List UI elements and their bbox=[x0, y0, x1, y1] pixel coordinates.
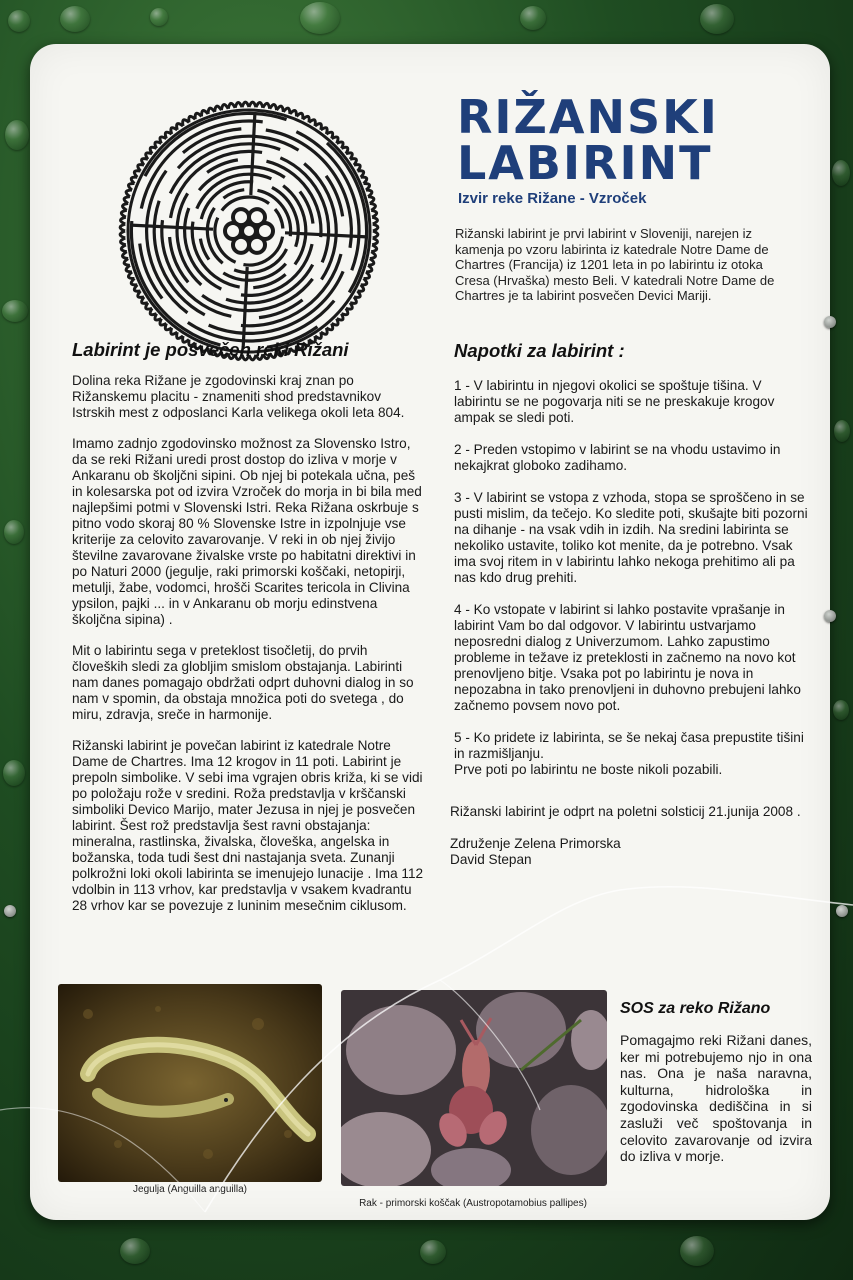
water-droplet bbox=[680, 1236, 714, 1266]
lunation bbox=[361, 278, 367, 284]
water-droplet bbox=[3, 760, 25, 786]
left-paragraph: Imamo zadnjo zgodovinsko možnost za Slovensko Istro, da se reki Rižani uredi prost dostop do izliva v morje v Ankaranu ob školjčni sipini. Ob njej bi potekala učna, peš in kolesarska pot od izvira Vzroček do morja in bi bila med najlepšimi potmi v Slovenski Istri. Reka Rižana oskrbuje s pitno vodo skoraj 80 % Slovenske Istre in izpolnjuje vse kriterije za celovito zavarovanje. V reki in ob njej živijo številne zavarovane živalske vrste po habitatni direktivi in po Naturi 2000 (jegulje, raki primorski koščaki, netopirji, metulji, žabe, vodomci, hrošči Scarites tericola in Clivina ypsilon, pajki ... in v Ankaranu ob morju edinstvena školjčna sipina) . bbox=[72, 436, 422, 627]
mounting-bolt bbox=[824, 610, 836, 622]
water-droplet bbox=[8, 10, 30, 32]
instruction-item: 5 - Ko pridete iz labirinta, se še nekaj časa prepustite tišini in razmišljanju. Prve poti po labirintu ne boste nikoli pozabili. bbox=[454, 730, 804, 777]
signature-name: David Stepan bbox=[450, 852, 532, 867]
labyrinth-outer-ring bbox=[128, 110, 370, 352]
water-droplet bbox=[700, 4, 734, 34]
subtitle: Izvir reke Rižane - Vzroček bbox=[458, 190, 647, 207]
lunation bbox=[296, 113, 302, 119]
labyrinth-ring-arc bbox=[201, 182, 253, 219]
instruction-item: 3 - V labirint se vstopa z vzhoda, stopa se sproščeno in se pusti mislim, da tečejo. Ko sledite poti, skušajte biti pozorni na dihanje - na vsak vdih in izdih. Na sredini labirinta se nekoliko ustavite, toliko kot menite, da je potrebno. Vsak ima svoj ritem in v labirintu lahko nekoga prehitimo ali pa nas kdo drug prehiti. bbox=[454, 490, 808, 585]
title-line-2: LABIRINT bbox=[457, 136, 713, 190]
water-droplet bbox=[834, 420, 850, 442]
labyrinth-diagram bbox=[114, 96, 384, 366]
lunation bbox=[235, 103, 242, 108]
intro-text: Rižanski labirint je prvi labirint v Sloveniji, narejen iz kamenja po vzoru labirinta iz katedrale Notre Dame de Chartres (Francija) iz 1201 leta in po labirintu iz otoka Cresa (Hrvaška) mesto Beli. V katedrali Notre Dame de Chartres je ta labirint posvečen Devici Mariji. bbox=[455, 226, 775, 303]
opening-date-text: Rižanski labirint je odprt na poletni solsticij 21.junija 2008 . bbox=[450, 804, 801, 819]
lunation bbox=[372, 217, 377, 224]
left-paragraph: Dolina reka Rižane je zgodovinski kraj znan po Rižanskemu placitu - znameniti shod predstavnikov Istrskih mest z odposlanci Karla velikega okoli leta 804. bbox=[72, 373, 405, 420]
water-droplet bbox=[420, 1240, 446, 1264]
left-paragraph: Mit o labirintu sega v preteklost tisočletij, do prvih človeških sledi za globljim smislom obstajanja. Labirinti nam danes pomagajo obdržati odprt duhovni dialog in so nam v spomin, da obstaja množica poti do svetega , do miru, zdravja, sreče in harmonije. bbox=[72, 643, 414, 722]
eel-caption: Jegulja (Anguilla anguilla) bbox=[133, 1184, 247, 1195]
water-droplet bbox=[4, 520, 24, 544]
water-droplet bbox=[2, 300, 28, 322]
left-column bbox=[72, 339, 424, 929]
eel-photo bbox=[58, 984, 322, 1182]
sos-text: Pomagajmo reki Rižani danes, ker mi potrebujemo njo in ona nas. Ona je naša naravna, kulturna, hidrološka in zgodovinska dediščina in si zasluži več spoštovanja in celovito zavarovanje od izvira do izliva v morje. bbox=[620, 1032, 812, 1165]
water-droplet bbox=[120, 1238, 150, 1264]
mounting-bolt bbox=[4, 905, 16, 917]
labyrinth-ring-arc bbox=[275, 209, 283, 228]
instruction-item: 4 - Ko vstopate v labirint si lahko postavite vprašanje in labirint Vam bo dal odgovor. V labirintu ustvarjamo neposredni dialog z Univerzumom. Lahko zapustimo probleme in težave iz preteklosti in začnemo na novo kot prenovljeno bitje. Vsaka pot po labirintu je nova in nepozabna in tako prenovljeni in duhovno prebujeni lahko začnemo povsem novo pot. bbox=[454, 602, 801, 713]
water-droplet bbox=[300, 2, 340, 34]
mounting-bolt bbox=[836, 905, 848, 917]
lunation bbox=[128, 184, 134, 191]
crayfish-caption: Rak - primorski koščak (Austropotamobius pallipes) bbox=[359, 1198, 587, 1209]
lunation bbox=[121, 238, 126, 245]
title-line-1: RIŽANSKI bbox=[457, 90, 719, 144]
left-heading: Labirint je posvečen reki Rižani bbox=[72, 339, 349, 360]
water-droplet bbox=[832, 160, 850, 186]
crayfish-photo bbox=[341, 990, 607, 1186]
water-droplet bbox=[60, 6, 90, 32]
lunation bbox=[290, 110, 297, 116]
instruction-item: 2 - Preden vstopimo v labirint se na vhodu ustavimo in nekajkrat globoko zadihamo. bbox=[454, 442, 781, 473]
right-column bbox=[454, 340, 809, 794]
left-paragraph: Rižanski labirint je povečan labirint iz katedrale Notre Dame de Chartres. Ima 12 krogov in 11 poti. Labirint je prepoln simbolike. V sebi ima vgrajen obris križa, ki se vidi po položaju rože v sredini. Roža predstavlja v krščanski simboliki Devico Marijo, mater Jezusa in njej je posvečen labirint. Šest rož predstavlja šest ravni obstajanja: mineralna, rastlinska, živalska, človeška, angelska in božanska, toda tudi šest dni nastajanja sveta. Zunanji polkrožni loki okoli labirinta se imenujejo lunacije . Ima 112 vdolbin in 113 vrhov, kar predstavlja v vsakem kvadrantu 28 vrhov kar se povezuje z luninim mesečnim ciklusom. bbox=[72, 738, 424, 913]
right-heading: Napotki za labirint : bbox=[454, 340, 625, 361]
lunation bbox=[131, 177, 137, 183]
labyrinth-ring-arc bbox=[183, 129, 241, 153]
page-title bbox=[457, 90, 719, 190]
lunation bbox=[373, 224, 378, 231]
info-sign-board bbox=[30, 44, 830, 1220]
signature-org: Združenje Zelena Primorska bbox=[450, 836, 621, 851]
opening-and-signature bbox=[450, 804, 810, 868]
lunation bbox=[364, 272, 370, 279]
water-droplet bbox=[5, 120, 29, 150]
labyrinth-axis bbox=[251, 113, 255, 195]
water-droplet bbox=[150, 8, 168, 26]
water-droplet bbox=[833, 700, 849, 720]
rosette-center bbox=[242, 224, 256, 238]
mounting-bolt bbox=[824, 316, 836, 328]
labyrinth-axis bbox=[131, 225, 213, 229]
sos-heading: SOS za reko Rižano bbox=[620, 1000, 771, 1017]
instruction-item: 1 - V labirintu in njegovi okolici se spoštuje tišina. V labirintu se ne pogovarja niti se ne preskakuje krogov ampak se sledi poti. bbox=[454, 378, 775, 425]
water-droplet bbox=[520, 6, 546, 30]
